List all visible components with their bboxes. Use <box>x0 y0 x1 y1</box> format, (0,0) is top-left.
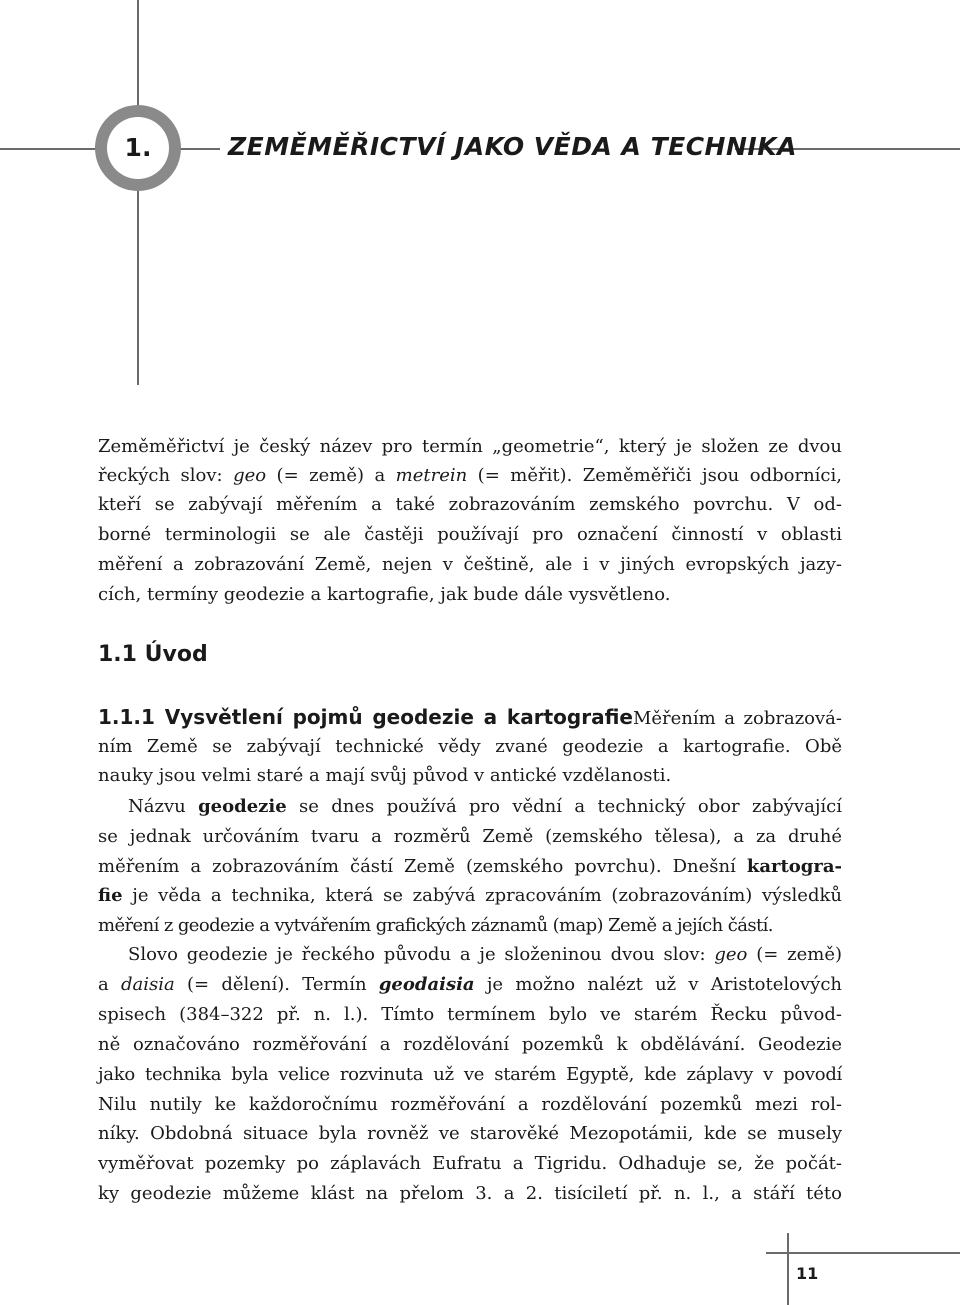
subsection-line-3: nauky jsou velmi staré a mají svůj původ v antické vzdělanosti. <box>98 765 672 786</box>
chapter-rule-left <box>0 148 96 150</box>
subsection-line-2: ním Země se zabývají technické vědy zvané geodezie a kartografie. Obě <box>98 736 842 757</box>
footer-horizontal-rule <box>766 1252 960 1254</box>
intro-line-6: cích, termíny geodezie a kartografie, jak bude dále vysvětleno. <box>98 584 671 605</box>
page-number: 11 <box>796 1264 819 1283</box>
chapter-title: ZEMĚMĚŘICTVÍ JAKO VĚDA A TECHNIKA <box>228 132 797 161</box>
para3-line-6: Nilu nutily ke každoročnímu rozměřování a rozdělování pozemků mezi rol- <box>98 1094 842 1115</box>
para3-line-8: vyměřovat pozemky po záplavách Eufratu a Tigridu. Odhaduje se, že počát- <box>98 1153 842 1174</box>
chapter-number-badge <box>95 105 181 191</box>
para3-line-3: spisech (384–322 př. n. l.). Tímto termínem bylo ve starém Řecku původ- <box>98 1004 842 1025</box>
para2-line-3: měřením a zobrazováním částí Země (zemského povrchu). Dnešní kartogra- <box>98 856 842 877</box>
para3-line-7: níky. Obdobná situace byla rovněž ve starověké Mezopotámii, kde se musely <box>98 1123 842 1144</box>
subsection-heading: 1.1.1 Vysvětlení pojmů geodezie a kartografie <box>98 705 633 729</box>
chapter-vertical-rule <box>137 0 139 385</box>
para3-line-2: a daisia (= dělení). Termín geodaisia je možno nalézt už v Aristotelových <box>98 974 842 995</box>
intro-line-1: Zeměměřictví je český název pro termín „geometrie“, který je složen ze dvou <box>98 436 842 457</box>
para3-line-4: ně označováno rozměřování a rozdělování pozemků k obdělávání. Geodezie <box>98 1034 842 1055</box>
section-heading: 1.1 Úvod <box>98 642 208 667</box>
para2-line-2: se jednak určováním tvaru a rozměrů Země (zemského tělesa), a za druhé <box>98 826 842 847</box>
para2-line-5: měření z geodezie a vytvářením grafických záznamů (map) Země a jejích částí. <box>98 915 773 936</box>
chapter-rule-middle <box>180 148 220 150</box>
intro-line-5: měření a zobrazování Země, nejen v češtině, ale i v jiných evropských jazy- <box>98 554 842 575</box>
intro-line-4: borné terminologii se ale častěji používají pro označení činností v oblasti <box>98 524 842 545</box>
footer-vertical-rule <box>787 1233 789 1305</box>
para2-line-1: Názvu geodezie se dnes používá pro vědní a technický obor zabývající <box>128 796 842 817</box>
para3-line-9: ky geodezie můžeme klást na přelom 3. a 2. tisíciletí př. n. l., a stáří této <box>98 1183 842 1204</box>
para3-line-1: Slovo geodezie je řeckého původu a je složeninou dvou slov: geo (= země) <box>128 944 842 965</box>
intro-line-3: kteří se zabývají měřením a také zobrazováním zemského povrchu. V od- <box>98 494 842 515</box>
chapter-number: 1. <box>124 133 152 162</box>
intro-line-2: řeckých slov: geo (= země) a metrein (= měřit). Zeměměřiči jsou odborníci, <box>98 465 842 486</box>
para2-line-4: fie je věda a technika, která se zabývá zpracováním (zobrazováním) výsledků <box>98 885 842 906</box>
subsection-line-1: 1.1.1 Vysvětlení pojmů geodezie a kartografieMěřením a zobrazová- <box>98 705 842 729</box>
para3-line-5: jako technika byla velice rozvinuta už ve starém Egyptě, kde záplavy v povodí <box>98 1064 842 1085</box>
